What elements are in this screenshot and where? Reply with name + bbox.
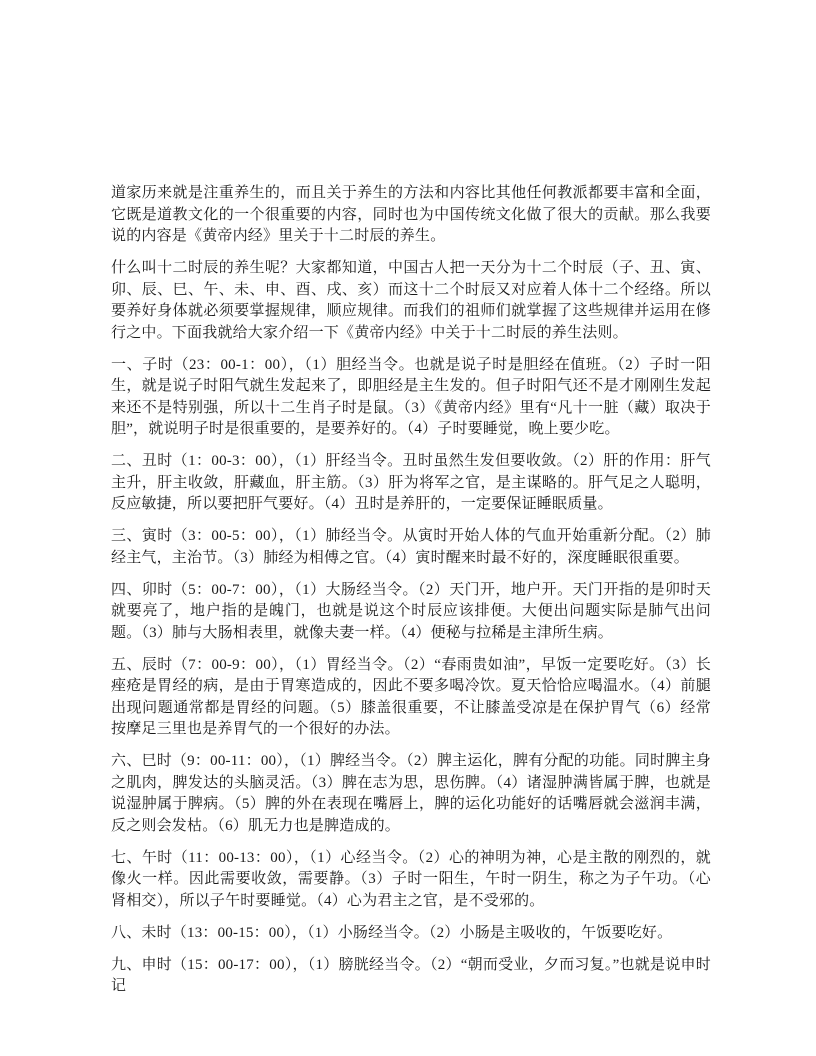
paragraph-mao-hour: 四、卯时（5：00-7：00），（1）大肠经当令。（2）天门开，地户开。天门开指的是卯时天就要亮了，地户指的是魄门，也就是说这个时辰应该排便。大便出问题实际是肺气出问题。（3）肺与大肠相表里，就像夫妻一样。（4）便秘与拉稀是主津所生病。	[111, 581, 711, 641]
paragraph-wei-hour: 八、未时（13：00-15：00），（1）小肠经当令。（2）小肠是主吸收的，午饭要吃好。	[111, 924, 673, 941]
paragraph-overview: 什么叫十二时辰的养生呢？大家都知道，中国古人把一天分为十二个时辰（子、丑、寅、卯、辰、巳、午、未、申、酉、戌、亥）而这十二个时辰又对应着人体十二个经络。所以要养好身体就必须要掌握规律，顺应规律。而我们的祖师们就掌握了这些规律并运用在修行之中。下面我就给大家介绍一下《黄帝内经》中关于十二时辰的养生法则。	[111, 260, 711, 341]
paragraph-shen-hour: 九、申时（15：00-17：00），（1）膀胱经当令。（2）“朝而受业，夕而习复。”也就是说申时记	[111, 956, 711, 994]
document-body	[111, 183, 711, 1008]
paragraph-chou-hour: 二、丑时（1：00-3：00），（1）肝经当令。丑时虽然生发但要收敛。（2）肝的作用：肝气主升，肝主收敛，肝藏血，肝主筋。（3）肝为将军之官，是主谋略的。肝气足之人聪明，反应敏捷，所以要把肝气要好。（4）丑时是养肝的，一定要保证睡眠质量。	[111, 453, 711, 512]
paragraph-yin-hour: 三、寅时（3：00-5：00），（1）肺经当令。从寅时开始人体的气血开始重新分配。（2）肺经主气，主治节。（3）肺经为相傅之官。（4）寅时醒来时最不好的，深度睡眠很重要。	[111, 528, 711, 566]
paragraph-wu-hour: 七、午时（11：00-13：00），（1）心经当令。（2）心的神明为神，心是主散的刚烈的，就像火一样。因此需要收敛，需要静。（3）子时一阳生，午时一阴生，称之为子午功。（心肾相交），所以子午时要睡觉。（4）心为君主之官，是不受邪的。	[111, 849, 711, 909]
paragraph-zi-hour: 一、子时（23：00-1：00），（1）胆经当令。也就是说子时是胆经在值班。（2）子时一阳生，就是说子时阳气就生发起来了，即胆经是主生发的。但子时阳气还不是才刚刚生发起来还不是特别强，所以十二生肖子时是鼠。（3）《黄帝内经》里有“凡十一脏（藏）取决于胆”，就说明子时是很重要的，是要养好的。（4）子时要睡觉，晚上要少吃。	[111, 356, 711, 437]
paragraph-intro: 道家历来就是注重养生的，而且关于养生的方法和内容比其他任何教派都要丰富和全面，它既是道教文化的一个很重要的内容，同时也为中国传统文化做了很大的贡献。那么我要说的内容是《黄帝内经》里关于十二时辰的养生。	[111, 185, 711, 244]
paragraph-si-hour: 六、巳时（9：00-11：00），（1）脾经当令。（2）脾主运化，脾有分配的功能。同时脾主身之肌肉，脾发达的头脑灵活。（3）脾在志为思，思伤脾。（4）诸湿肿满皆属于脾，也就是说湿肿属于脾病。（5）脾的外在表现在嘴唇上，脾的运化功能好的话嘴唇就会滋润丰满，反之则会发枯。（6）肌无力也是脾造成的。	[111, 753, 711, 834]
paragraph-chen-hour: 五、辰时（7：00-9：00），（1）胃经当令。（2）“春雨贵如油”，早饭一定要吃好。（3）长痤疮是胃经的病，是由于胃寒造成的，因此不要多喝冷饮。夏天恰恰应喝温水。（4）前腿出现问题通常都是胃经的问题。（5）膝盖很重要，不让膝盖受凉是在保护胃气（6）经常按摩足三里也是养胃气的一个很好的办法。	[111, 656, 711, 737]
